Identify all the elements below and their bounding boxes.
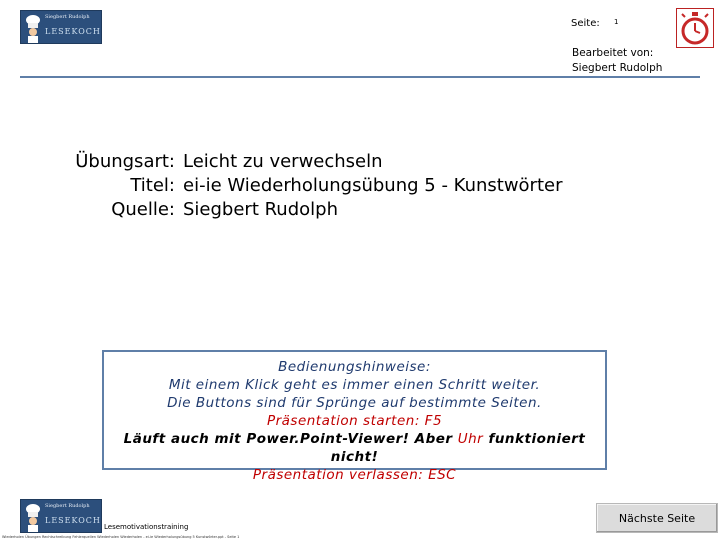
page-label: Seite: — [571, 18, 600, 29]
logo-line1: Siegbert Rudolph — [45, 14, 90, 20]
hint-heading: Bedienungshinweise: — [278, 359, 431, 375]
exercise-info — [60, 150, 563, 222]
hint-viewer-text: Läuft auch mit Power.Point-Viewer! Aber — [123, 431, 458, 447]
next-page-button[interactable]: Nächste Seite — [596, 503, 718, 533]
info-row-type — [60, 150, 563, 174]
hint-start: Präsentation starten: F5 — [266, 413, 443, 429]
chef-logo-icon — [24, 14, 42, 44]
footer-logo — [20, 499, 102, 533]
logo-line2: LESEKOCH — [45, 27, 101, 36]
hint-viewer-text-end: funktioniert nicht! — [330, 431, 586, 465]
info-key: Übungsart: — [75, 151, 175, 172]
info-row-title — [60, 174, 563, 198]
hint-exit: Präsentation verlassen: ESC — [252, 467, 457, 483]
edited-label: Bearbeitet von: — [572, 47, 654, 59]
usage-hints-box — [102, 350, 607, 483]
info-key: Quelle: — [111, 199, 175, 220]
stopwatch-icon — [677, 9, 713, 47]
header-divider — [20, 76, 700, 78]
info-value: Leicht zu verwechseln — [183, 151, 383, 172]
hint-viewer-uhr: Uhr — [457, 431, 484, 447]
info-row-source — [60, 198, 563, 222]
hint-viewer — [104, 430, 605, 466]
logo — [20, 10, 102, 44]
footer-path: Wiederholen Übungen Rechtschreibung Fehlerquellen Wiederholen Wiederholen - ei-ie Wiederholungsübung 5 Kunstwörter.ppt - Seite 1 — [2, 535, 240, 539]
chef-logo-icon — [24, 503, 42, 533]
hint-line: Die Buttons sind für Sprünge auf bestimmte Seiten. — [167, 395, 542, 411]
edited-name: Siegbert Rudolph — [572, 62, 663, 74]
info-value: ei-ie Wiederholungsübung 5 - Kunstwörter — [183, 175, 563, 196]
footer-course: Lesemotivationstraining — [104, 523, 189, 531]
edited-by — [572, 46, 662, 76]
stopwatch-button[interactable] — [676, 8, 714, 48]
logo-line1: Siegbert Rudolph — [45, 503, 90, 509]
hint-line: Mit einem Klick geht es immer einen Schritt weiter. — [168, 377, 541, 393]
info-value: Siegbert Rudolph — [183, 199, 338, 220]
logo-line2: LESEKOCH — [45, 516, 101, 525]
page-number: 1 — [614, 18, 619, 26]
info-key: Titel: — [130, 175, 175, 196]
